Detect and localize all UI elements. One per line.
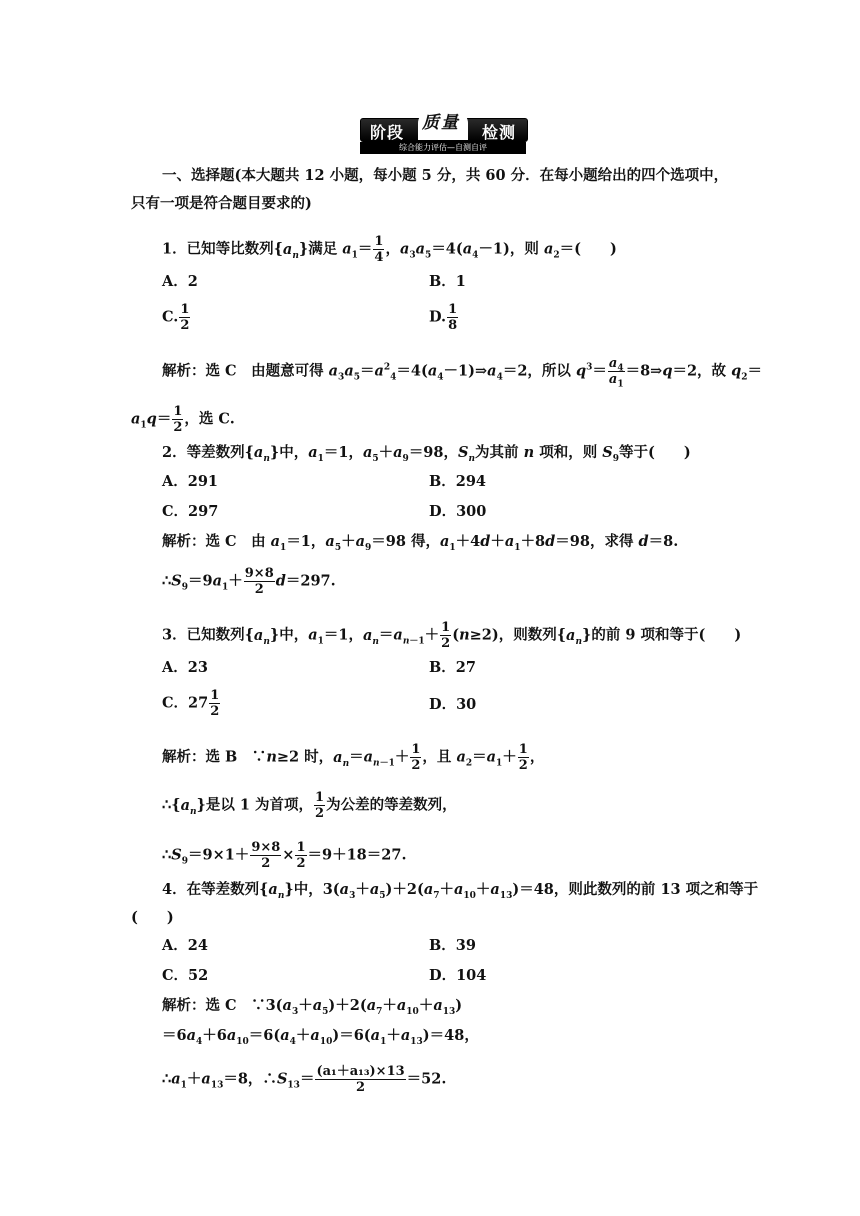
q1-fraction: $\frac{1}{4}$ — [374, 234, 384, 265]
section-header-line2: 只有一项是符合题目要求的) — [131, 195, 312, 212]
q4-option-b: B．39 — [429, 937, 476, 954]
q4-solution-line3: $\therefore a_1+a_{13}=8$，$\therefore S_{13}=$ $\frac{\text{(a₁＋a₁₃)×13}}{2}$ ＝52. — [162, 1064, 447, 1095]
q4-solution: 解析：选 C $\because 3(a_3+a_5)+2(a_7+a_{10}+a_{13})$ — [162, 997, 463, 1017]
q2-option-d: D．300 — [429, 503, 487, 520]
q3-solution: 解析：选 B ∵n≥2 时，$a_n=a_{n-1}+$ $\frac{1}{2}$ ，且 $a_2=a_1+$ $\frac{1}{2}$ ， — [162, 742, 545, 773]
q3-solution-line3: $\therefore S_9=9\times 1+$ $\frac{9\times 8}{2}$ × $\frac{1}{2}$ ＝9＋18＝27. — [162, 840, 407, 871]
banner-subtitle: 综合能力评估—自测自评 — [360, 142, 526, 154]
q2-option-b: B．294 — [429, 473, 487, 490]
q4-solution-line2: $=6a_4+6a_{10}=6(a_4+a_{10})=6(a_1+a_{13})=48$， — [162, 1027, 479, 1047]
q1-solution: 解析：选 C 由题意可得 $a_3a_5=a^2_4=4(a_4-1)\Rightarrow a_4=2$，所以 $q^3=$ $\frac{a_4}{a_1}$ ＝8⇒q＝2，故 $q_2=$ — [162, 356, 763, 390]
q2-option-c: C．297 — [162, 503, 219, 520]
banner-left-text: 阶段 — [370, 123, 405, 142]
q3-option-d: D．30 — [429, 696, 477, 713]
q4-option-c: C．52 — [162, 967, 209, 984]
section-banner — [360, 108, 526, 156]
q1-stem: 1．已知等比数列$\{a_n\}$满足 $a_1=$ $\frac{1}{4}$ ，$a_3a_5=4(a_4-1)$，则 $a_2=$( ) — [162, 234, 617, 265]
q2-solution-line2: $\therefore S_9=9a_1+$ $\frac{9\times 8}{2}$ d＝297. — [162, 566, 336, 597]
q4-stem-line2: ( ) — [131, 909, 174, 926]
q3-option-a: A．23 — [162, 659, 208, 676]
q1-option-c: C. $\frac{1}{2}$ — [162, 302, 190, 333]
q4-stem: 4．在等差数列$\{a_n\}$中，$3(a_3+a_5)+2(a_7+a_{10}+a_{13})=48$，则此数列的前 13 项之和等于 — [162, 881, 759, 901]
q4-option-d: D．104 — [429, 967, 487, 984]
q3-option-b: B．27 — [429, 659, 476, 676]
q1-option-b: B．1 — [429, 273, 466, 290]
banner-center — [418, 106, 468, 140]
q1-option-a: A．2 — [162, 273, 198, 290]
q4-option-a: A．24 — [162, 937, 208, 954]
q2-option-a: A．291 — [162, 473, 219, 490]
q3-option-c: C．27 $\frac{1}{2}$ — [162, 688, 220, 719]
section-header-line1: 一、选择题(本大题共 12 小题，每小题 5 分，共 60 分．在每小题给出的四个选项中， — [162, 167, 729, 184]
banner-right-text: 检测 — [481, 123, 516, 142]
q1-solution-line2: $a_1q=$ $\frac{1}{2}$ ，选 C. — [131, 404, 235, 435]
q3-solution-line2: $\therefore\{a_n\}$是以 1 为首项， $\frac{1}{2}$ 为公差的等差数列， — [162, 790, 457, 821]
q2-solution: 解析：选 C 由 $a_1=1$，$a_5+a_9=98$ 得，$a_1+4d+a_1+8d=98$，求得 d＝8. — [162, 533, 679, 553]
q3-stem: 3．已知数列$\{a_n\}$中，$a_1=1$，$a_n=a_{n-1}+$ $\frac{1}{2}$ (n≥2)，则数列$\{a_n\}$的前 9 项和等于( ) — [162, 620, 742, 651]
banner-center-text: 质量 — [422, 113, 460, 133]
q2-stem: 2．等差数列$\{a_n\}$中，$a_1=1$，$a_5+a_9=98$，$S_n$为其前 n 项和，则 $S_9$等于( ) — [162, 444, 691, 464]
q1-option-d: D. $\frac{1}{8}$ — [429, 302, 458, 333]
